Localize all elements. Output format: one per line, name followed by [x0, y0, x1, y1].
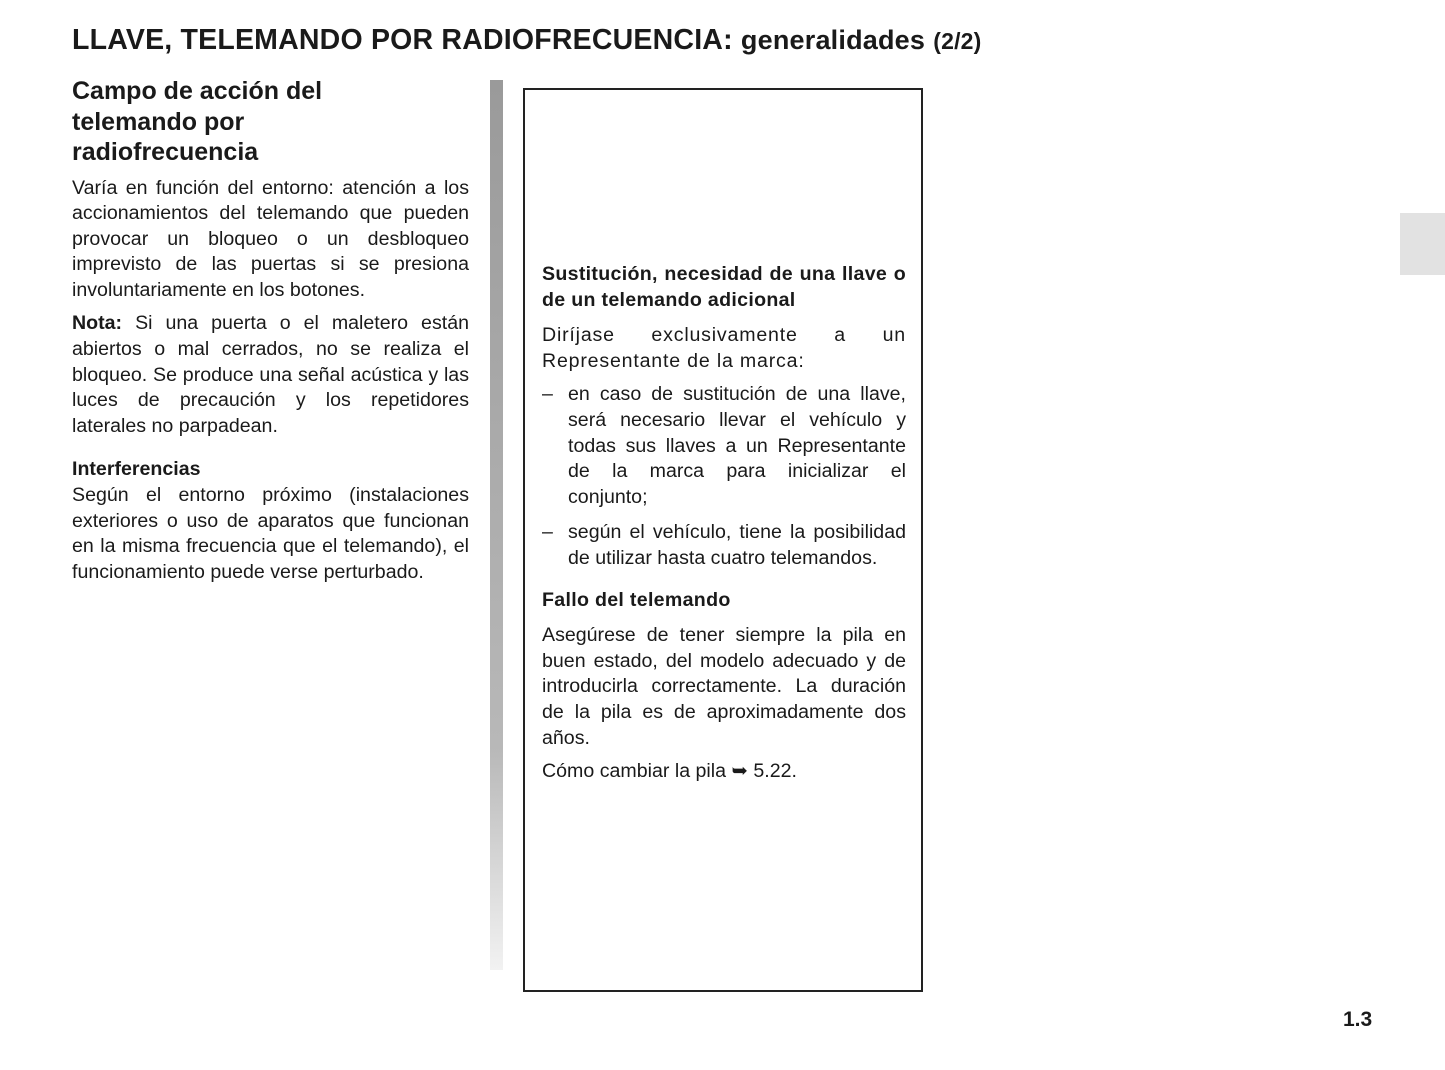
replacement-list [542, 382, 906, 571]
column-divider-bar [490, 80, 503, 970]
list-item: – en caso de sustitución de una llave, será necesario llevar el vehículo y todas sus llaves a un Representante de la marca para inicializar el conjunto; [542, 382, 906, 510]
list-item: – según el vehículo, tiene la posibilidad de utilizar hasta cuatro telemandos. [542, 520, 906, 571]
title-page: (2/2) [933, 28, 982, 54]
page-title [72, 24, 982, 57]
battery-paragraph: Asegúrese de tener siempre la pila en buen estado, del modelo adecuado y de introducirla correctamente. La duración de la pila es de aproximadamente dos años. [542, 624, 906, 749]
dealer-paragraph: Diríjase exclusivamente a un Representante de la marca: [542, 324, 906, 372]
interference-heading: Interferencias [72, 458, 201, 481]
failure-heading: Fallo del telemando [542, 588, 731, 611]
range-paragraph: Varía en función del entorno: atención a los accionamientos del telemando que pueden provocar un bloqueo o un desbloqueo imprevisto de las puertas si se presiona involuntariamente en los botones. [72, 176, 469, 301]
note-label: Nota: [72, 312, 123, 335]
left-column [72, 76, 469, 593]
section-heading: Campo de acción del telemando por radiofrecuencia [72, 77, 323, 166]
reference-text: Cómo cambiar la pila [542, 760, 732, 783]
title-sub: generalidades [740, 25, 926, 55]
note-text: Si una puerta o el maletero están abiertos o mal cerrados, no se realiza el bloqueo. Se produce una señal acústica y las luces de precaución y los repetidores laterales no parpadean. [72, 312, 469, 437]
page-number: 1.3 [1343, 1008, 1373, 1031]
note-paragraph [72, 311, 469, 439]
info-box [523, 88, 923, 992]
chapter-tab [1400, 213, 1445, 275]
interference-paragraph: Según el entorno próximo (instalaciones exteriores o uso de aparatos que funcionan en la misma frecuencia que el telemando), el funcionamiento puede verse perturbado. [72, 484, 469, 583]
replacement-heading: Sustitución, necesidad de una llave o de un telemando adicional [542, 263, 906, 311]
battery-reference [542, 759, 906, 785]
reference-link[interactable]: 5.22. [747, 760, 797, 783]
title-main: LLAVE, TELEMANDO POR RADIOFRECUENCIA: [72, 24, 733, 56]
arrow-icon: ➥ [731, 760, 748, 783]
